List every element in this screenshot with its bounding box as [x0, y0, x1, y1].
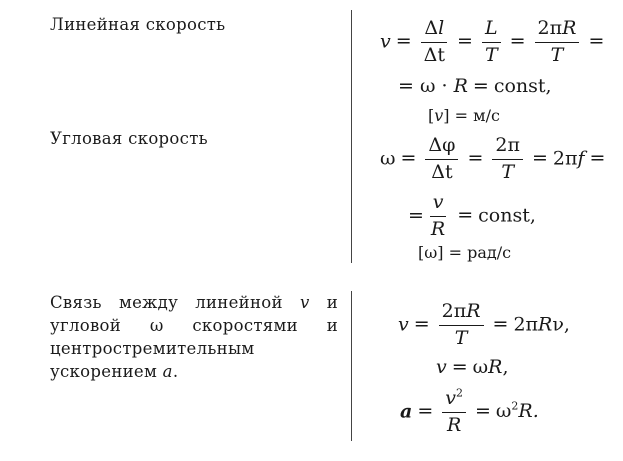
fraction-2piR-T: $\frac{2\pi R}{T}$ — [535, 18, 580, 67]
unit-angular-speed: [ω] = рад/с — [418, 243, 512, 262]
formula-angular-speed: ω = $\frac{\Delta\varphi}{\Delta t}$ = $\frac{2\pi}{T}$ = 2πf = — [380, 134, 606, 183]
formula-linear-speed-cont: = ω · R = const, — [398, 75, 552, 97]
formula-relation-v: v = $\frac{2\pi R}{T}$ = 2πRν, — [398, 300, 570, 349]
fraction-v2-R: $\frac{v^2}{R}$ — [442, 388, 466, 437]
formula-angular-speed-cont: = $\frac{v}{R}$ = const, — [408, 191, 536, 240]
divider-bottom — [351, 291, 352, 441]
fraction-v-R: $\frac{v}{R}$ — [430, 191, 446, 240]
formula-relation-omegaR: v = ωR, — [436, 356, 509, 378]
unit-linear-speed: [v] = м/с — [428, 106, 500, 125]
fraction-dphi-dt: $\frac{\Delta\varphi}{\Delta t}$ — [425, 135, 458, 184]
term-relation: Связь между линейной v и угловой ω скоростями и центростремительным ускорением a. — [50, 293, 338, 381]
fraction-2pi-T: $\frac{2\pi}{T}$ — [492, 135, 523, 184]
formula-linear-speed: v = $\frac{\Delta l}{\Delta t}$ = $\frac{L}{T}$ = $\frac{2\pi R}{T}$ = — [380, 17, 605, 66]
fraction-L-T: $\frac{L}{T}$ — [482, 18, 501, 67]
term-linear-speed: Линейная скорость — [50, 15, 226, 34]
fraction-dl-dt: $\frac{\Delta l}{\Delta t}$ — [421, 18, 448, 67]
formula-centripetal: a = $\frac{v^2}{R}$ = $\omega^2R$. — [400, 386, 539, 436]
fraction-2piR-T-b: $\frac{2\pi R}{T}$ — [439, 301, 484, 350]
term-angular-speed: Угловая скорость — [50, 129, 208, 148]
divider-top — [351, 10, 352, 263]
